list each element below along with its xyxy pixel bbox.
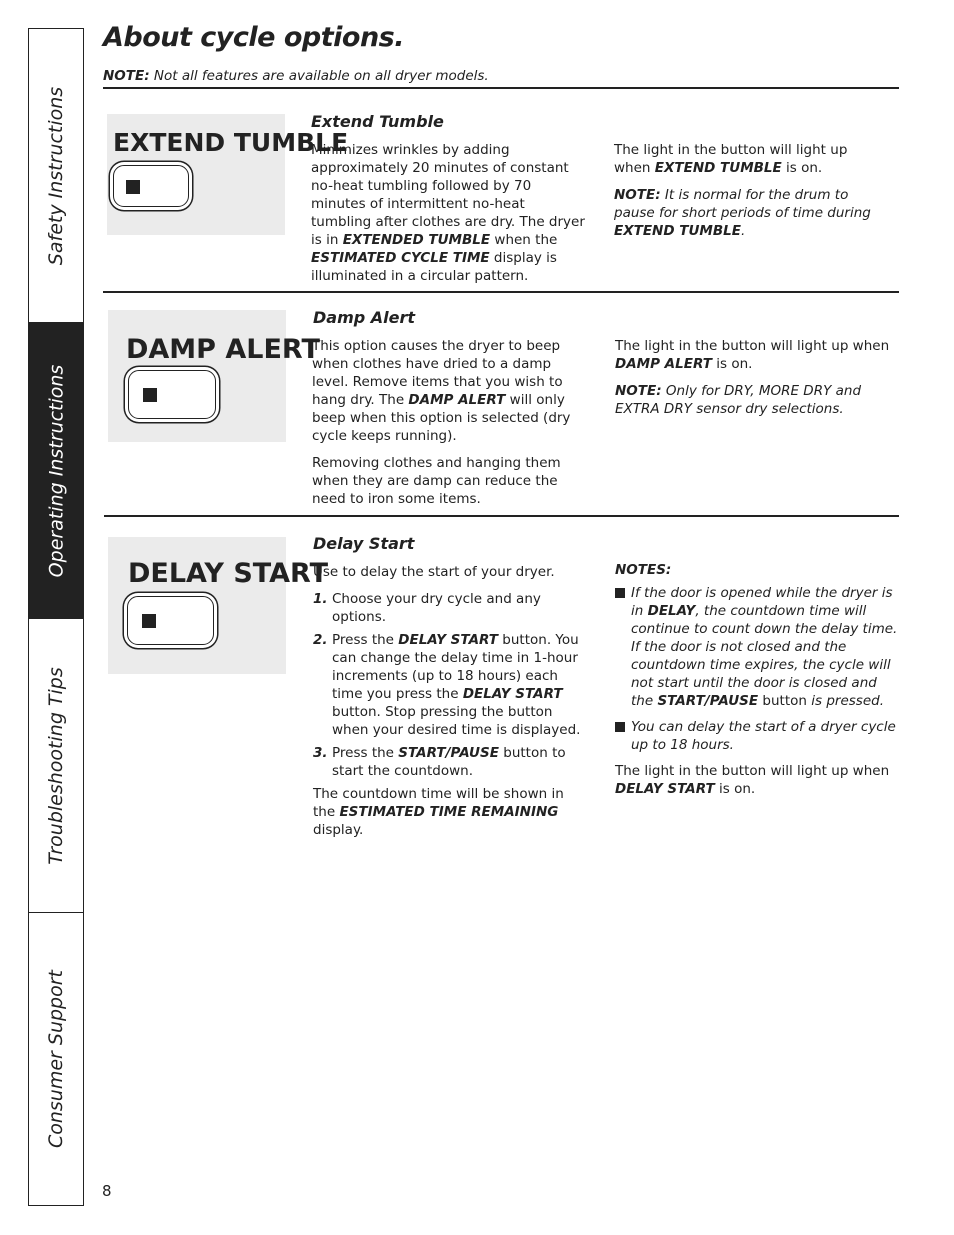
- delay-start-steps: [313, 590, 588, 780]
- text: button to start the countdown.: [332, 745, 566, 779]
- section-divider: [104, 515, 899, 517]
- text-emphasis: EXTEND TUMBLE: [654, 160, 782, 176]
- text: is pressed.: [811, 693, 884, 709]
- tab-troubleshooting-tips[interactable]: [29, 619, 83, 913]
- text: You can delay the start of a dryer cycle up to 18 hours.: [631, 719, 896, 753]
- extend-tumble-panel: [107, 114, 349, 235]
- tab-label: Troubleshooting Tips: [45, 666, 68, 865]
- tab-operating-instructions[interactable]: [29, 323, 83, 619]
- damp-alert-notes: [615, 337, 897, 427]
- text: button: [758, 693, 812, 709]
- text: It is normal for the drum to pause for short periods of time during: [614, 187, 871, 221]
- text: Minimizes wrinkles by adding approximately 20 minutes of constant no-heat tumbling followed by 70 minutes of intermittent no-heat tumbling after clothes are dry. The dryer is in: [311, 142, 585, 248]
- damp-alert-button[interactable]: [128, 370, 216, 419]
- note-prefix: NOTE:: [103, 68, 150, 84]
- text-emphasis: DELAY START: [462, 686, 563, 702]
- damp-alert-extra: Removing clothes and hanging them when they are damp can reduce the need to iron some items.: [312, 455, 561, 507]
- damp-alert-heading: Damp Alert: [313, 308, 416, 327]
- list-item: [615, 584, 900, 710]
- tab-safety-instructions[interactable]: [29, 29, 83, 323]
- text: is on.: [714, 781, 756, 797]
- text-emphasis: EXTEND TUMBLE: [614, 223, 741, 239]
- delay-start-button[interactable]: [127, 596, 214, 645]
- text: Press the: [332, 632, 399, 648]
- step-number: 2.: [313, 632, 328, 648]
- tab-label: Safety Instructions: [45, 86, 67, 265]
- list-item: [313, 744, 588, 780]
- delay-start-panel-label: DELAY START: [128, 558, 328, 589]
- text: display is illuminated in a circular pattern.: [311, 250, 557, 284]
- text-emphasis: ESTIMATED TIME REMAINING: [339, 804, 559, 820]
- text-emphasis: EXTENDED TUMBLE: [342, 232, 491, 248]
- text: Press the: [332, 745, 399, 761]
- text: This option causes the dryer to beep when clothes have dried to a damp level. Remove items that you wish to hang dry. The: [312, 338, 563, 408]
- delay-start-description: [313, 563, 588, 848]
- note-prefix: NOTE:: [614, 187, 661, 203]
- text: Choose your dry cycle and any options.: [332, 591, 541, 625]
- text: button. You can change the delay time in 1-hour increments (up to 18 hours) each time you press the: [332, 632, 579, 702]
- step-number: 1.: [313, 591, 328, 607]
- text: is on.: [711, 356, 753, 372]
- note-text: Not all features are available on all dryer models.: [149, 68, 489, 84]
- text-emphasis: DELAY: [647, 603, 696, 619]
- text: The light in the button will light up when: [614, 142, 848, 176]
- page-title: About cycle options.: [103, 22, 405, 53]
- tab-label: Consumer Support: [45, 969, 68, 1149]
- list-item: [615, 718, 900, 754]
- damp-alert-panel-label: DAMP ALERT: [126, 334, 320, 365]
- text: .: [740, 223, 746, 239]
- text-emphasis: DELAY START: [615, 781, 715, 797]
- extend-tumble-panel-label: EXTEND TUMBLE: [113, 128, 349, 157]
- text: The light in the button will light up when: [615, 338, 890, 354]
- delay-start-heading: Delay Start: [313, 534, 415, 553]
- text: button. Stop pressing the button when your desired time is displayed.: [332, 704, 581, 738]
- step-number: 3.: [313, 745, 328, 761]
- text: If the door is opened while the dryer is in: [631, 585, 893, 619]
- text: will only beep when this option is selected (dry cycle keeps running).: [312, 392, 571, 444]
- side-tabs: [28, 28, 84, 1206]
- section-divider: [103, 291, 899, 293]
- page-note: [103, 68, 489, 84]
- list-item: [313, 590, 588, 626]
- indicator-light-icon: [143, 388, 157, 402]
- extend-tumble-notes: [614, 141, 886, 249]
- delay-start-panel: [108, 537, 328, 674]
- text: , the countdown time will continue to count down the delay time. If the door is not closed and the countdown time expires, the cycle will not start until the door is closed and the: [631, 603, 898, 709]
- page-number: 8: [102, 1182, 112, 1200]
- notes-heading: NOTES:: [615, 562, 672, 578]
- note-prefix: NOTE:: [615, 383, 662, 399]
- extend-tumble-button[interactable]: [113, 165, 189, 207]
- tab-label: Operating Instructions: [45, 364, 67, 577]
- extend-tumble-description: [311, 141, 589, 294]
- delay-start-intro: Use to delay the start of your dryer.: [313, 564, 555, 580]
- text: Only for DRY, MORE DRY and EXTRA DRY sensor dry selections.: [615, 383, 862, 417]
- delay-start-notes: [615, 561, 900, 807]
- text-emphasis: DAMP ALERT: [615, 356, 712, 372]
- damp-alert-panel: [108, 310, 320, 442]
- delay-start-bullets: [615, 584, 900, 754]
- indicator-light-icon: [142, 614, 156, 628]
- tab-consumer-support[interactable]: [29, 913, 83, 1205]
- text: The light in the button will light up when: [615, 763, 890, 779]
- list-item: [313, 631, 588, 739]
- text-emphasis: DELAY START: [398, 632, 499, 648]
- text-emphasis: START/PAUSE: [657, 693, 759, 709]
- text-emphasis: START/PAUSE: [398, 745, 499, 761]
- text: display.: [313, 822, 364, 838]
- text: is on.: [781, 160, 823, 176]
- extend-tumble-heading: Extend Tumble: [311, 112, 444, 131]
- damp-alert-description: [312, 337, 588, 517]
- text: when the: [490, 232, 558, 248]
- text-emphasis: ESTIMATED CYCLE TIME: [311, 250, 490, 266]
- text-emphasis: DAMP ALERT: [408, 392, 506, 408]
- top-divider: [103, 87, 899, 89]
- indicator-light-icon: [126, 180, 140, 194]
- text: The countdown time will be shown in the: [313, 786, 564, 820]
